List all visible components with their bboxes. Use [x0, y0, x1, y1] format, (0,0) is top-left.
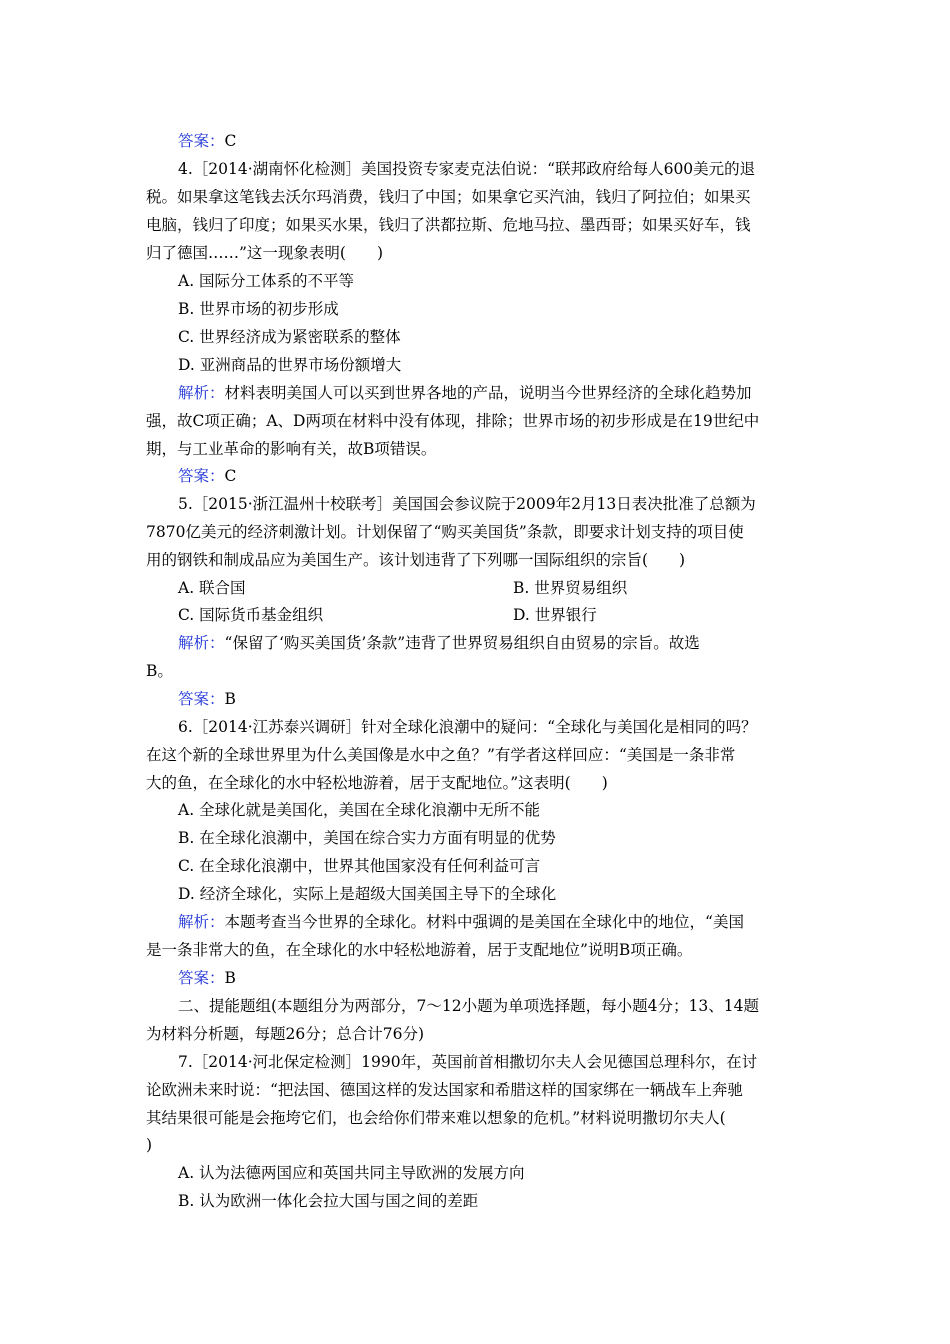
option-second-column — [513, 605, 597, 625]
text-line — [178, 466, 236, 486]
line-text: A. 认为法德两国应和英国共同主导欧洲的发展方向 — [178, 1164, 525, 1182]
line-text: 6.［2014·江苏泰兴调研］针对全球化浪潮中的疑问：“全球化与美国化是相同的吗？ — [178, 718, 757, 736]
text-line — [146, 1024, 424, 1044]
line-text: C. 世界经济成为紧密联系的整体 — [178, 328, 401, 346]
line-text: 期，与工业革命的影响有关，故B项错误。 — [146, 440, 437, 458]
label-tag: 答案： — [178, 969, 225, 987]
line-text: 用的钢铁和制成品应为美国生产。该计划违背了下列哪一国际组织的宗旨( ) — [146, 551, 686, 569]
line-text: C. 国际货币基金组织 — [178, 606, 324, 624]
line-text: A. 全球化就是美国化，美国在全球化浪潮中无所不能 — [178, 801, 541, 819]
text-line — [178, 494, 756, 514]
label-tag: 解析： — [178, 634, 225, 652]
text-line — [178, 355, 401, 375]
line-text: 强，故C项正确；A、D两项在材料中没有体现，排除；世界市场的初步形成是在19世纪中 — [146, 412, 760, 430]
text-line — [178, 271, 354, 291]
text-line — [178, 633, 700, 653]
line-text: A. 联合国 — [178, 579, 246, 597]
label-tag: 答案： — [178, 467, 225, 485]
text-line — [146, 187, 751, 207]
text-line — [178, 828, 556, 848]
text-line — [146, 439, 436, 459]
line-text: 为材料分析题，每题26分；总合计76分) — [146, 1025, 424, 1043]
line-text: 归了德国……”这一现象表明( ) — [146, 244, 384, 262]
text-line — [146, 661, 173, 681]
text-line — [178, 968, 236, 988]
option-second-column — [513, 578, 627, 598]
line-text: C — [224, 132, 237, 150]
line-text: 是一条非常大的鱼，在全球化的水中轻松地游着，居于支配地位”说明B项正确。 — [146, 941, 693, 959]
line-text: 其结果很可能是会拖垮它们，也会给你们带来难以想象的危机。”材料说明撒切尔夫人( — [146, 1109, 726, 1127]
line-text: 本题考查当今世界的全球化。材料中强调的是美国在全球化中的地位，“美国 — [224, 913, 744, 931]
text-line — [146, 773, 608, 793]
text-line — [146, 1135, 152, 1155]
text-line — [178, 1163, 525, 1183]
label-tag: 答案： — [178, 690, 225, 708]
text-line — [178, 299, 339, 319]
line-text: B。 — [146, 662, 173, 680]
text-line — [178, 327, 401, 347]
text-line — [178, 578, 246, 598]
line-text: B. 世界贸易组织 — [513, 579, 628, 597]
line-text: ) — [146, 1136, 153, 1154]
text-line — [178, 800, 540, 820]
line-text: B — [224, 690, 236, 708]
text-line — [178, 689, 236, 709]
text-line — [178, 1191, 478, 1211]
text-line — [178, 159, 755, 179]
text-line — [178, 856, 540, 876]
text-line — [146, 550, 685, 570]
line-text: D. 亚洲商品的世界市场份额增大 — [178, 356, 402, 374]
text-line — [146, 522, 744, 542]
line-text: A. 国际分工体系的不平等 — [178, 272, 355, 290]
line-text: D. 经济全球化，实际上是超级大国美国主导下的全球化 — [178, 885, 557, 903]
line-text: 税。如果拿这笔钱去沃尔玛消费，钱归了中国；如果拿它买汽油，钱归了阿拉伯；如果买 — [146, 188, 751, 206]
line-text: 7.［2014·河北保定检测］1990年，英国前首相撒切尔夫人会见德国总理科尔，在讨 — [178, 1053, 758, 1071]
text-line — [146, 215, 751, 235]
label-tag: 解析： — [178, 384, 225, 402]
line-text: 二、提能题组(本题组分为两部分，7～12小题为单项选择题，每小题4分；13、14题 — [178, 997, 759, 1015]
text-line — [146, 1108, 726, 1128]
text-line — [178, 383, 752, 403]
line-text: C. 在全球化浪潮中，世界其他国家没有任何利益可言 — [178, 857, 541, 875]
text-line — [178, 996, 759, 1016]
text-line — [146, 411, 759, 431]
text-line — [178, 1052, 757, 1072]
text-line — [146, 940, 692, 960]
text-line — [178, 605, 323, 625]
line-text: D. 世界银行 — [513, 606, 597, 624]
text-line — [146, 243, 383, 263]
text-line — [178, 912, 744, 932]
line-text: 材料表明美国人可以买到世界各地的产品，说明当今世界经济的全球化趋势加 — [224, 384, 752, 402]
line-text: B. 认为欧洲一体化会拉大国与国之间的差距 — [178, 1192, 479, 1210]
line-text: 5.［2015·浙江温州十校联考］美国国会参议院于2009年2月13日表决批准了总额为 — [178, 495, 756, 513]
line-text: 大的鱼，在全球化的水中轻松地游着，居于支配地位。”这表明( ) — [146, 774, 608, 792]
text-line — [146, 745, 735, 765]
text-line — [146, 1080, 743, 1100]
line-text: 4.［2014·湖南怀化检测］美国投资专家麦克法伯说：“联邦政府给每人600美元的退 — [178, 160, 756, 178]
line-text: 电脑，钱归了印度；如果买水果，钱归了洪都拉斯、危地马拉、墨西哥；如果买好车，钱 — [146, 216, 751, 234]
line-text: B. 在全球化浪潮中，美国在综合实力方面有明显的优势 — [178, 829, 556, 847]
line-text: B — [224, 969, 236, 987]
label-tag: 解析： — [178, 913, 225, 931]
text-line — [178, 131, 236, 151]
line-text: C — [224, 467, 237, 485]
text-line — [178, 884, 556, 904]
line-text: 在这个新的全球世界里为什么美国像是水中之鱼？”有学者这样回应：“美国是一条非常 — [146, 746, 736, 764]
line-text: 7870亿美元的经济刺激计划。计划保留了“购买美国货”条款，即要求计划支持的项目使 — [146, 523, 744, 541]
line-text: “保留了‘购买美国货’条款”违背了世界贸易组织自由贸易的宗旨。故选 — [224, 634, 700, 652]
line-text: B. 世界市场的初步形成 — [178, 300, 339, 318]
label-tag: 答案： — [178, 132, 225, 150]
line-text: 论欧洲未来时说：“把法国、德国这样的发达国家和希腊这样的国家绑在一辆战车上奔驰 — [146, 1081, 743, 1099]
text-line — [178, 717, 757, 737]
